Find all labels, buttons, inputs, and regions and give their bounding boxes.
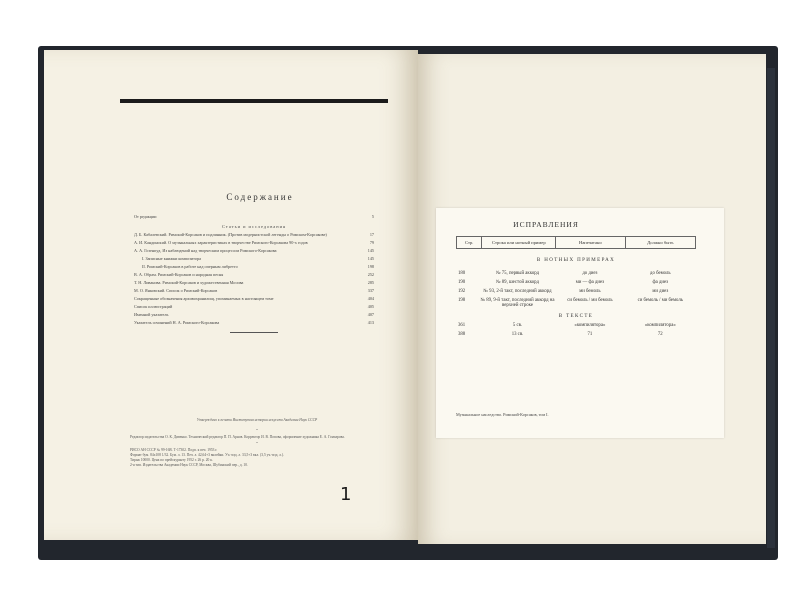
- toc-entry-page: 405: [367, 304, 374, 310]
- toc-entry: [134, 320, 374, 326]
- errata-row: [456, 332, 696, 337]
- errata-header-table: [456, 236, 696, 249]
- toc-entry-page: 79: [369, 240, 374, 246]
- errata-cell-line: № 89, шестой аккорд: [496, 280, 539, 285]
- toc-entry: [134, 288, 374, 294]
- toc-entry-page: 198: [367, 264, 374, 270]
- toc-entry-page: 285: [367, 280, 374, 286]
- toc-entry-title: А. А. Гозенпуд. Из наблюдений над творческим процессом Римского-Корсакова: [134, 248, 277, 254]
- errata-cell-page: 190: [458, 280, 466, 285]
- errata-cell-page: 198: [458, 298, 466, 303]
- errata-slip: [436, 208, 724, 438]
- errata-cell-printed: ми — фа диез: [575, 280, 605, 285]
- errata-cell-printed: до диез: [582, 271, 598, 276]
- errata-cell-page: 361: [458, 323, 466, 328]
- toc-title: Содержание: [226, 192, 294, 202]
- toc-section-heading: Статьи и исследования: [222, 223, 286, 229]
- errata-footer: Музыкальное наследство. Римский-Корсаков, том I.: [456, 412, 549, 417]
- toc-entry-page: 252: [367, 272, 374, 278]
- toc-entry-page: 17: [369, 232, 374, 238]
- errata-cell-correct: ми диез: [652, 289, 669, 294]
- errata-header-page: Стр.: [457, 237, 482, 249]
- toc-entry-title: От редакции: [134, 214, 157, 219]
- errata-cell-correct: «компилятора»: [644, 323, 676, 328]
- toc-entry-page: 407: [367, 312, 374, 318]
- toc-entry: [134, 296, 374, 302]
- errata-cell-line: № 93, 2-й такт, последний аккорд: [483, 289, 552, 294]
- errata-row: [456, 289, 696, 294]
- toc-entry-page: 413: [367, 320, 374, 326]
- toc-entry-title: А. И. Кандинский. О музыкальных характеристиках в творчестве Римского-Корсакова 90-х годов: [134, 240, 308, 246]
- imprint-line: Редактор издательства О. К. Дивенко. Технический редактор П. П. Арнов. Корректор И. В. Попова, оформление художника Е. А. Гончарова.: [130, 434, 345, 439]
- toc-entry: [134, 240, 374, 246]
- errata-cell-correct: фа диез: [652, 280, 669, 285]
- table-of-contents: [134, 214, 374, 333]
- imprint-line: РИСО АН СССР № 99-16В. Т-17302. Подп. к печ. 1953 г.: [130, 448, 218, 453]
- toc-entry: [134, 304, 374, 310]
- toc-entry: [134, 248, 374, 254]
- toc-entry: [134, 264, 374, 270]
- toc-entry-title: I. Записные книжки композитора: [142, 256, 201, 262]
- errata-header-line: Строка или нотный пример: [482, 237, 556, 249]
- errata-row: [456, 280, 696, 285]
- toc-entry-title: Сокращенные обозначения архивохранилищ, упоминаемых в настоящем томе: [134, 296, 274, 302]
- toc-entry-page: 404: [367, 296, 374, 302]
- toc-entry-page: 5: [371, 214, 374, 219]
- toc-entry: [134, 272, 374, 278]
- toc-entry-title: М. О. Янковский. Список о Римский-Корсаков: [134, 288, 218, 294]
- errata-cell-printed: 71: [587, 332, 593, 337]
- errata-cell-correct: до бемоль: [650, 271, 671, 276]
- errata-cell-printed: ми бемоль: [579, 289, 601, 294]
- toc-entry: [134, 280, 374, 286]
- errata-cell-line: № 89, 9-й такт, последний аккорд на верхней строке: [480, 298, 555, 308]
- errata-cell-page: 192: [458, 289, 466, 294]
- imprint-star: •: [256, 441, 258, 446]
- imprint-line: 2-я тип. Издательства Академии Наук СССР, Москва, Шубинский пер., д. 10.: [130, 462, 248, 467]
- header-rule: [120, 99, 388, 103]
- handwritten-number: 1: [340, 484, 352, 505]
- cover-edge: [767, 68, 775, 548]
- toc-list: [134, 232, 374, 325]
- toc-entry-page: 145: [367, 256, 374, 262]
- errata-cell-correct: 72: [657, 332, 663, 337]
- errata-cell-line: 13 св.: [511, 332, 524, 337]
- toc-entry-title: Т. Н. Ливанова. Римский-Корсаков и художественная Мосива: [134, 280, 244, 286]
- errata-rows-notes: [456, 271, 696, 308]
- errata-cell-page: 180: [458, 271, 466, 276]
- errata-header-printed: Напечатано: [556, 237, 625, 249]
- errata-row: [456, 298, 696, 308]
- toc-entry-title: Указатель сочинений Н. А. Римского-Корсакова: [134, 320, 220, 326]
- toc-entry: [134, 256, 374, 262]
- toc-entry-title: II. Римский-Корсаков в работе над оперным либретто: [142, 264, 238, 270]
- errata-cell-correct: си бемоль / ми бемоль: [637, 298, 683, 303]
- toc-entry-title: Д. Б. Кабалевский. Римский-Корсаков и подлинник. (Против модернистской легенды о Римском-Корсакове): [134, 232, 327, 238]
- errata-section-text: В ТЕКСТЕ: [558, 314, 594, 319]
- errata-rows-text: [456, 323, 696, 337]
- errata-cell-line: № 75, первый аккорд: [495, 271, 540, 276]
- imprint: [130, 418, 384, 467]
- toc-entry-page: 145: [367, 248, 374, 254]
- imprint-star: •: [256, 427, 258, 432]
- errata-row: [456, 271, 696, 276]
- errata-section-notes: В НОТНЫХ ПРИМЕРАХ: [536, 258, 616, 263]
- errata-cell-printed: «компилятора»: [574, 323, 606, 328]
- errata-header-correct: Должно быть: [625, 237, 695, 249]
- toc-entry: [134, 312, 374, 318]
- toc-entry: [134, 214, 374, 220]
- errata-body: [456, 254, 696, 404]
- toc-entry-title: Список иллюстраций: [134, 304, 173, 310]
- errata-title: ИСПРАВЛЕНИЯ: [513, 220, 579, 229]
- toc-entry-title: Именной указатель: [134, 312, 169, 318]
- imprint-line: Тираж 10000. Цена по прейскуранту 1952 г. 26 р. 20 к.: [130, 457, 213, 462]
- errata-cell-page: 388: [458, 332, 466, 337]
- toc-entry-page: 337: [367, 288, 374, 294]
- toc-end-rule: [230, 332, 278, 333]
- imprint-approved: Утверждено к печати Институтом истории искусств Академии Наук СССР: [196, 418, 318, 422]
- toc-entry-title: В. А. Обрам. Римский-Корсаков и народная песня: [134, 272, 224, 278]
- imprint-line: Формат бум. 84х108 1/32. Бум. л. 13. Печ. л. 42,64+3 вклейки. Уч.-изд. л. 33,5+3 вкл. (3,5 уч.-изд. л.).: [130, 452, 285, 457]
- errata-cell-printed: си бемоль / ми бемоль: [567, 298, 613, 303]
- errata-row: [456, 323, 696, 328]
- errata-cell-line: 5 св.: [512, 323, 523, 328]
- toc-entry: [134, 232, 374, 238]
